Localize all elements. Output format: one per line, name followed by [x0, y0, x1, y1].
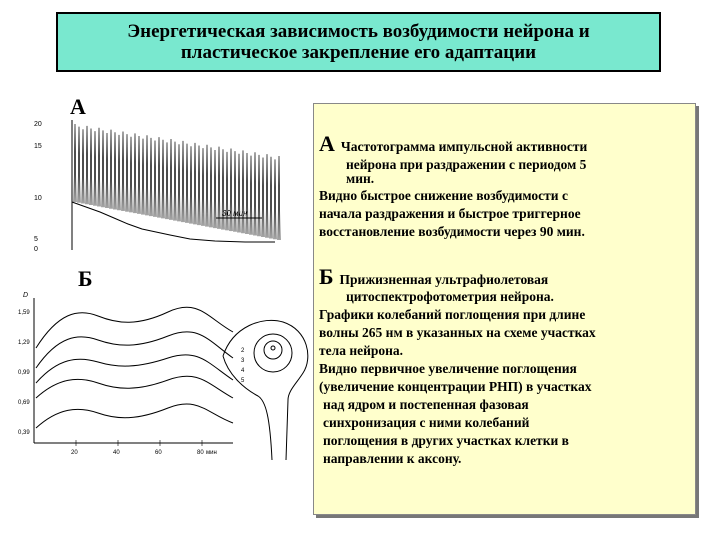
title-line-1: Энергетическая зависимость возбудимости нейрона и: [127, 21, 590, 42]
b-x-tick-60: 60: [155, 450, 162, 456]
desc-a-line1: Частотограмма импульсной активности: [340, 139, 588, 154]
b-tick-2: 1,29: [18, 340, 30, 346]
desc-b-line8: над ядром и постепенная фазовая: [323, 397, 529, 412]
desc-b-line1: Прижизненная ультрафиолетовая: [339, 272, 549, 287]
frequency-chart: [30, 112, 290, 257]
a-tick-10: 10: [34, 195, 42, 202]
desc-a-heading: [319, 131, 588, 156]
desc-b-line2: цитоспектрофотометрия нейрона.: [346, 289, 554, 304]
description-box: [313, 103, 696, 515]
absorption-chart: [18, 288, 318, 460]
desc-a-line2: нейрона при раздражении с периодом 5: [346, 157, 587, 172]
desc-b-line3: Графики колебаний поглощения при длине: [319, 307, 586, 322]
a-tick-5: 5: [34, 236, 38, 243]
a-scale-label: 30 мин: [222, 209, 248, 218]
b-tick-5: 0,39: [18, 430, 30, 436]
desc-a-letter: А: [319, 131, 335, 156]
neuron-schema: [223, 320, 308, 460]
absorption-curves: [36, 307, 233, 428]
desc-b-heading: [319, 264, 549, 289]
cell-point-4: 4: [241, 368, 245, 374]
a-tick-20: 20: [34, 121, 42, 128]
desc-a-line5: начала раздражения и быстрое триггерное: [319, 206, 581, 221]
a-tick-15: 15: [34, 143, 42, 150]
desc-b-line6: Видно первичное увеличение поглощения: [319, 361, 577, 376]
desc-a-line3: мин.: [346, 171, 375, 186]
cell-point-2: 2: [241, 348, 245, 354]
b-tick-4: 0,69: [18, 400, 30, 406]
spike-lines: [74, 124, 280, 240]
slide-title: [56, 12, 661, 72]
desc-b-line9: синхронизация с ними колебаний: [323, 415, 530, 430]
spike-train-top: [74, 124, 280, 240]
cell-point-3: 3: [241, 358, 245, 364]
desc-b-line10: поглощения в других участках клетки в: [323, 433, 569, 448]
b-y-axis-label: D: [23, 292, 29, 299]
desc-b-line5: тела нейрона.: [319, 343, 404, 358]
desc-b-line11: направлении к аксону.: [323, 451, 462, 466]
panel-b-label: Б: [78, 266, 93, 291]
desc-a-line6: восстановление возбудимости через 90 мин.: [319, 224, 585, 239]
desc-a-line4: Видно быстрое снижение возбудимости с: [319, 188, 568, 203]
a-tick-0: 0: [34, 246, 38, 253]
title-line-2: пластическое закрепление его адаптации: [180, 42, 537, 63]
panel-a-label: А: [70, 94, 86, 119]
b-x-unit: мин: [206, 450, 217, 456]
b-x-tick-80: 80: [197, 450, 204, 456]
cell-point-5: 5: [241, 378, 245, 384]
b-x-tick-20: 20: [71, 450, 78, 456]
b-tick-1: 1,59: [18, 310, 30, 316]
b-x-tick-40: 40: [113, 450, 120, 456]
desc-b-line4: волны 265 нм в указанных на схеме участках: [319, 325, 596, 340]
baseline-envelope: [72, 202, 275, 242]
b-tick-3: 0,99: [18, 370, 30, 376]
desc-b-letter: Б: [319, 264, 334, 289]
desc-b-line7: (увеличение концентрации РНП) в участках: [319, 379, 592, 394]
